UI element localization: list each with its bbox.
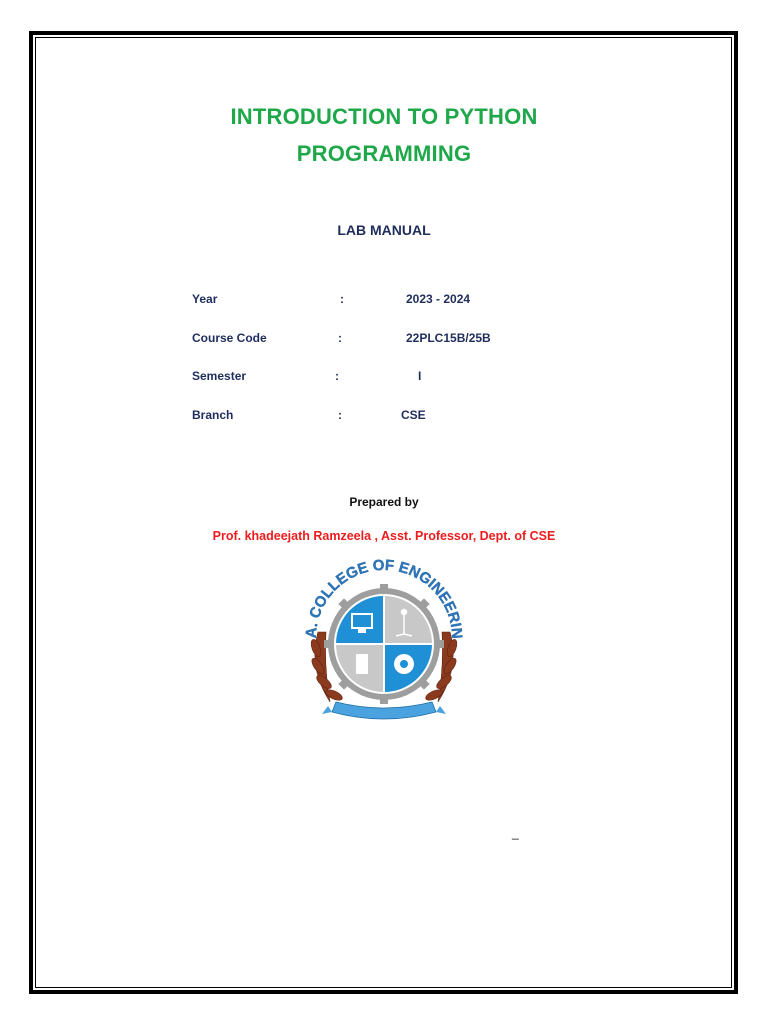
cog-icon <box>394 654 414 674</box>
detail-value: I <box>418 369 422 383</box>
author-line: Prof. khadeejath Ramzeela , Asst. Professor, Dept. of CSE <box>212 529 556 543</box>
detail-label: Course Code <box>192 331 267 345</box>
college-logo <box>296 550 472 726</box>
detail-colon: : <box>335 369 339 383</box>
prepared-by-label: Prepared by <box>349 495 419 509</box>
ribbon-icon <box>322 702 446 719</box>
detail-value: 2023 - 2024 <box>406 292 471 306</box>
detail-row-course-code <box>0 331 768 349</box>
detail-label: Branch <box>192 408 234 422</box>
detail-value: 22PLC15B/25B <box>406 331 491 345</box>
detail-row-year <box>0 292 768 310</box>
detail-row-semester <box>0 369 768 387</box>
detail-colon: : <box>340 292 344 306</box>
detail-row-branch <box>0 408 768 426</box>
document-title-line-2: PROGRAMMING <box>296 141 472 166</box>
logo-quadrants <box>336 596 432 692</box>
detail-colon: : <box>338 408 342 422</box>
trailing-mark: _ <box>512 826 519 840</box>
detail-label: Semester <box>192 369 247 383</box>
page-border-inner <box>35 37 732 988</box>
document-title-line-1: INTRODUCTION TO PYTHON <box>230 104 538 129</box>
detail-label: Year <box>192 292 218 306</box>
document-subtitle: LAB MANUAL <box>337 222 431 238</box>
detail-value: CSE <box>401 408 426 422</box>
logo-arc-text: A. COLLEGE OF ENGINEERIN <box>302 556 466 640</box>
building-icon <box>356 654 368 674</box>
detail-colon: : <box>338 331 342 345</box>
